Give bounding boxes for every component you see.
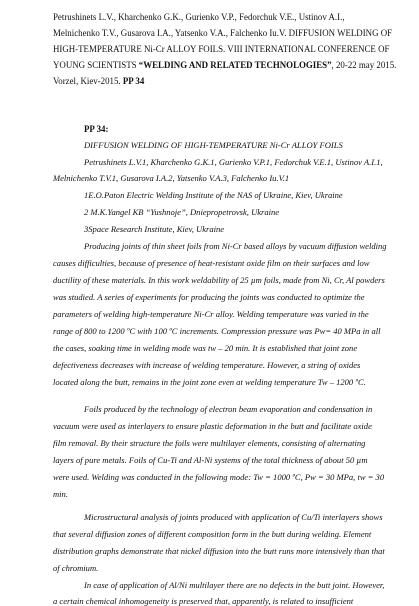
paragraph-3-line: that several diffusion zones of different composition form in the butt during welding. Element xyxy=(53,529,372,539)
citation-line-4-end: , 20-22 may 2015. xyxy=(331,60,397,70)
paper-title: DIFFUSION WELDING OF HIGH-TEMPERATURE Ni-Cr ALLOY FOILS xyxy=(84,140,343,150)
paragraph-2-line: vacuum were used as interlayers to ensure plastic deformation in the butt and facilitate oxide xyxy=(53,421,372,431)
paragraph-1-line: Producing joints of thin sheet foils from Ni-Cr based alloys by vacuum diffusion welding xyxy=(84,241,387,251)
paragraph-1-line: parameters of welding high-temperature Ni-Cr alloy. Welding temperature was varied in the xyxy=(53,309,369,319)
paragraph-4-line: In case of application of Al/Ni multilayer there are no defects in the butt joint. However, xyxy=(84,580,385,590)
citation-line-1: Petrushinets L.V., Kharchenko G.K., Gurienko V.P., Fedorchuk V.E., Ustinov A.I., xyxy=(53,12,345,22)
citation-page-ref: PP 34 xyxy=(122,76,145,86)
paragraph-1-line: ductility of these materials. In this work weldability of 25 µm foils, made from Ni, Cr, Al powders xyxy=(53,275,385,285)
paragraph-3-line: Microstructural analysis of joints produced with application of Cu/Ti interlayers shows xyxy=(84,512,383,522)
affiliation-1: 1E.O.Paton Electric Welding Institute of the NAS of Ukraine, Kiev, Ukraine xyxy=(84,190,343,200)
citation-line-2: Melnichenko T.V., Gusarova I.A., Yatsenko V.A., Falchenko Iu.V. DIFFUSION WELDING OF xyxy=(53,28,393,38)
paragraph-2-line: layers of pure metals. Foils of Cu-Ti and Al-Ni systems of the total thickness of about 50 µm xyxy=(53,455,368,465)
paragraph-1-line: located along the butt, remains in the joint zone even at welding temperature Tw – 1200 ºC. xyxy=(53,377,366,387)
paragraph-2-line: Foils produced by the technology of electron beam evaporation and condensation in xyxy=(84,404,373,414)
paragraph-2-line: film removal. By their structure the foils were multilayer elements, consisting of alternating xyxy=(53,438,366,448)
paragraph-2-line: min. xyxy=(53,489,68,499)
paragraph-1-line: causes difficulties, because of presence of heat-resistant oxide film on their surfaces and low xyxy=(53,258,370,268)
citation-line-4-start: YOUNG SCIENTISTS xyxy=(53,60,139,70)
affiliation-2: 2 M.K.Yangel KB “Yushnoje”, Dniepropetrovsk, Ukraine xyxy=(84,207,280,217)
affiliation-3: 3Space Research Institute, Kiev, Ukraine xyxy=(84,224,225,234)
paragraph-3-line: of chromium. xyxy=(53,563,99,573)
authors-line-1: Petrushinets L.V.1, Kharchenko G.K.1, Gurienko V.P.1, Fedorchuk V.E.1, Ustinov A.I.1, xyxy=(84,157,383,167)
citation-line-5 xyxy=(53,76,144,86)
paragraph-1-line: was studied. A series of experiments for producing the joints was conducted to optimize the xyxy=(53,292,365,302)
citation-line-3: HIGH-TEMPERATURE Ni-Cr ALLOY FOILS. VIII INTERNATIONAL CONFERENCE OF xyxy=(53,44,390,54)
paragraph-2-line: were used. Welding was conducted in the following mode: Tw = 1000 ºC, Pw = 30 MPa, tw = 30 xyxy=(53,472,385,482)
paragraph-1-line: range of 800 to 1200 ºC with 100 ºC increments. Compression pressure was Pw= 40 MPa in all xyxy=(53,326,381,336)
conference-name: “WELDING AND RELATED TECHNOLOGIES” xyxy=(138,60,332,70)
citation-line-5-start: Vorzel, Kiev-2015. xyxy=(53,76,123,86)
paragraph-1-line: the cases, soaking time in welding mode was tw – 20 min. It is established that joint zone xyxy=(53,343,358,353)
paragraph-4-line: a certain chemical inhomogeneity is preserved that, apparently, is related to insufficient xyxy=(53,596,354,606)
citation-line-4 xyxy=(53,60,396,70)
authors-line-2: Melnichenko T.V.1, Gusarova I.A.2, Yatsenko V.A.3, Falchenko Iu.V.1 xyxy=(53,173,290,183)
paragraph-3-line: distribution graphs demonstrate that nickel diffusion into the butt runs more intensively than that xyxy=(53,546,385,556)
paragraph-1-line: defectiveness decreases with increase of welding temperature. However, a string of oxides xyxy=(53,360,361,370)
section-label: PP 34: xyxy=(84,124,109,134)
